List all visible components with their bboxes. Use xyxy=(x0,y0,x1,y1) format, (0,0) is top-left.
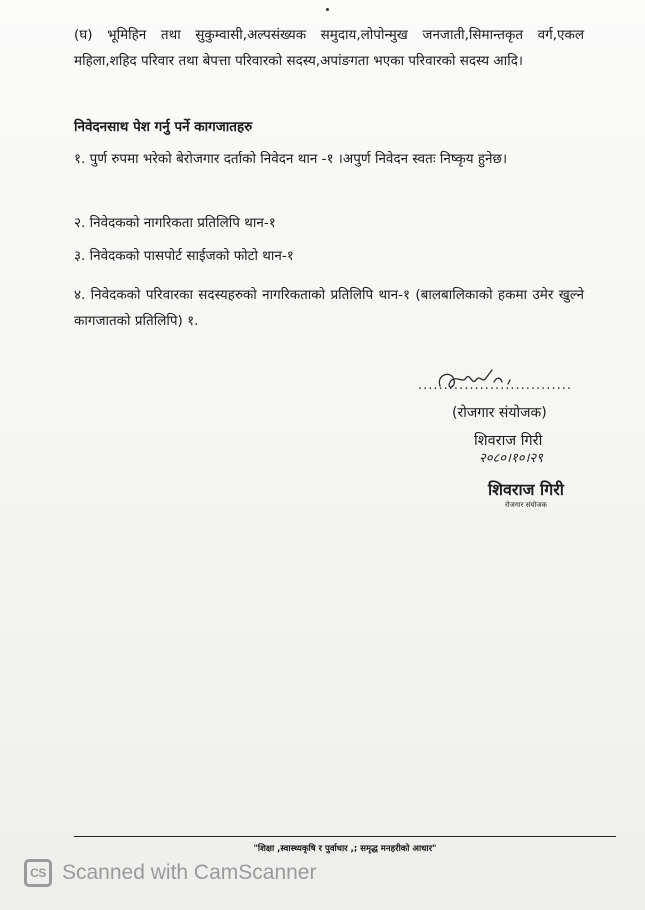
stamp-name: शिवराज गिरी xyxy=(488,480,564,499)
document-item-1: १. पुर्ण रुपमा भरेको बेरोजगार दर्ताको निवेदन थान -१ ।अपुर्ण निवेदन स्वतः निष्कृय हुनेछ। xyxy=(74,151,508,167)
top-dot-mark xyxy=(326,8,329,11)
footer-motto: "शिक्षा ,स्वास्थ्यकृषि र पुर्वाधार ,; समृद्ध मनहरीको आधार" xyxy=(253,844,437,854)
stamp-title: रोजगार संयोजक xyxy=(505,501,547,509)
signatory-role: (रोजगार संयोजक) xyxy=(452,405,547,421)
camscanner-label: Scanned with CamScanner xyxy=(62,861,317,884)
footer-divider xyxy=(74,836,616,837)
signature-date: २०८०।१०।२९ xyxy=(479,451,543,466)
intro-paragraph xyxy=(74,22,584,74)
name-stamp xyxy=(488,480,564,510)
document-item-2: २. निवेदकको नागरिकता प्रतिलिपि थान-१ xyxy=(74,215,276,231)
intro-paragraph-text: (घ) भूमिहिन तथा सुकुम्वासी,अल्पसंख्यक समुदाय,लोपोन्मुख जनजाती,सिमान्तकृत वर्ग,एकल महिला,शहिद परिवार तथा बेपत्ता परिवारको सदस्य,अपांङगता भएका परिवारको सदस्य आदि। xyxy=(74,27,584,69)
documents-heading: निवेदनसाथ पेश गर्नु पर्ने कागजातहरु xyxy=(74,119,253,135)
camscanner-logo-icon: CS xyxy=(24,859,52,887)
document-item-4: ४. निवेदकको परिवारका सदस्यहरुको नागरिकताको प्रतिलिपि थान-१ (बालबालिकाको हकमा उमेर खुल्ने कागजातको प्रतिलिपि) १. xyxy=(74,287,584,329)
document-item-3: ३. निवेदकको पासपोर्ट साईजको फोटो थान-१ xyxy=(74,248,294,264)
signature-dotted-line: .............................. xyxy=(418,378,572,393)
signatory-name: शिवराज गिरी xyxy=(474,433,543,449)
camscanner-watermark xyxy=(24,859,316,887)
